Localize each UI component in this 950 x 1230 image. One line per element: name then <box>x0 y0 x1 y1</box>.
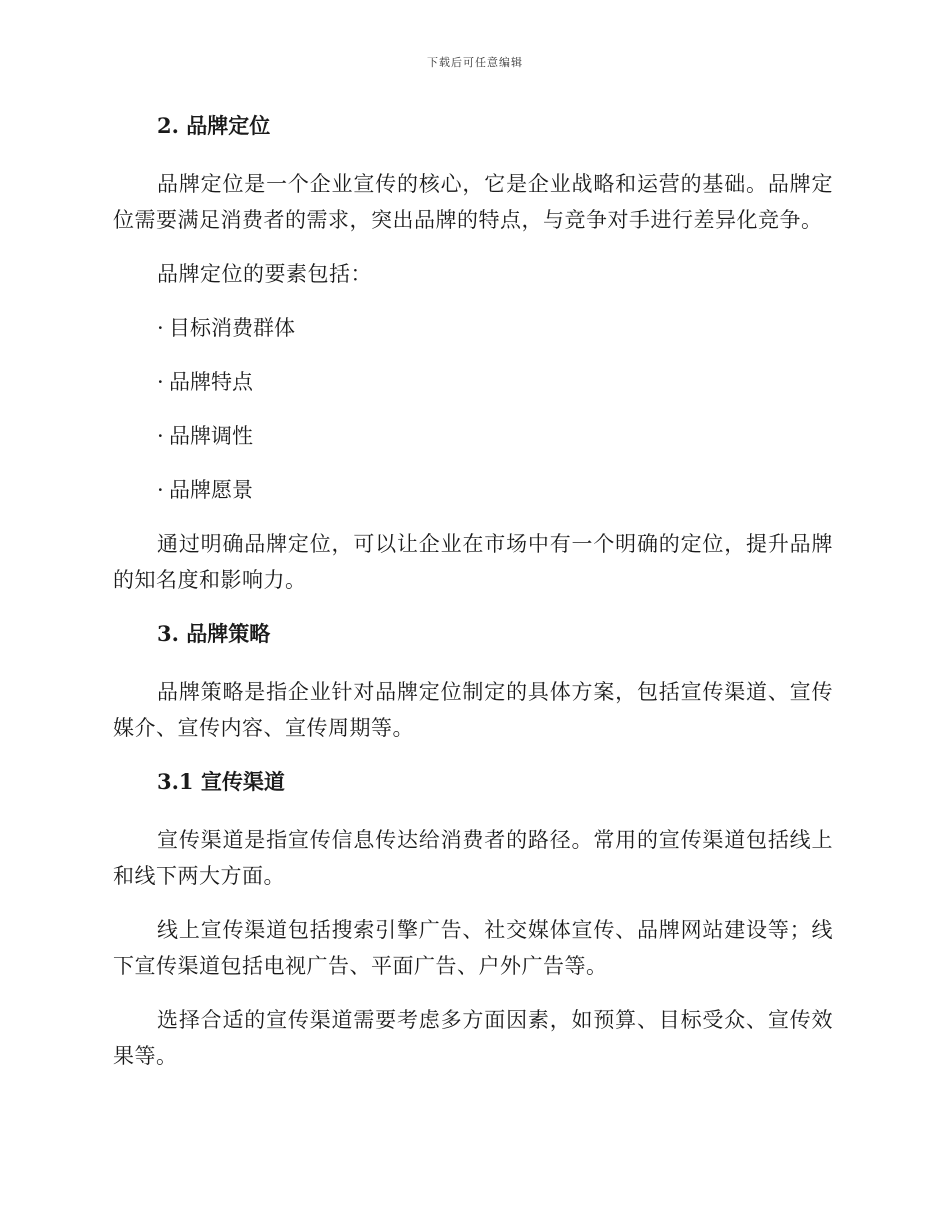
list-item <box>113 472 833 508</box>
list-item-text: 品牌调性 <box>169 424 253 448</box>
section-3-heading: 3. 品牌策略 <box>157 621 271 646</box>
bullet-dot: · <box>157 478 164 502</box>
section-2-intro: 品牌定位是一个企业宣传的核心，它是企业战略和运营的基础。品牌定位需要满足消费者的需求，突出品牌的特点，与竞争对手进行差异化竞争。 <box>113 172 833 232</box>
list-item <box>113 310 833 346</box>
bullet-dot: · <box>157 316 164 340</box>
list-item-text: 品牌愿景 <box>169 478 253 502</box>
header-note: 下载后可任意编辑 <box>427 56 523 69</box>
section-3-1-paragraph-3: 选择合适的宣传渠道需要考虑多方面因素，如预算、目标受众、宣传效果等。 <box>113 1008 833 1068</box>
section-3-1-heading: 3.1 宣传渠道 <box>157 769 285 794</box>
section-2-elements-lead: 品牌定位的要素包括： <box>157 262 372 286</box>
section-3-1-paragraph-1: 宣传渠道是指宣传信息传达给消费者的路径。常用的宣传渠道包括线上和线下两大方面。 <box>113 828 833 888</box>
section-2-heading: 2. 品牌定位 <box>157 113 271 138</box>
list-item <box>113 364 833 400</box>
list-item-text: 目标消费群体 <box>169 316 295 340</box>
bullet-dot: · <box>157 370 164 394</box>
section-3-1-paragraph-2: 线上宣传渠道包括搜索引擎广告、社交媒体宣传、品牌网站建设等；线下宣传渠道包括电视广告、平面广告、户外广告等。 <box>113 918 833 978</box>
section-2-conclusion: 通过明确品牌定位，可以让企业在市场中有一个明确的定位，提升品牌的知名度和影响力。 <box>113 532 833 592</box>
list-item <box>113 418 833 454</box>
list-item-text: 品牌特点 <box>169 370 253 394</box>
bullet-dot: · <box>157 424 164 448</box>
document-body <box>113 108 833 1092</box>
section-3-intro: 品牌策略是指企业针对品牌定位制定的具体方案，包括宣传渠道、宣传媒介、宣传内容、宣传周期等。 <box>113 680 833 740</box>
